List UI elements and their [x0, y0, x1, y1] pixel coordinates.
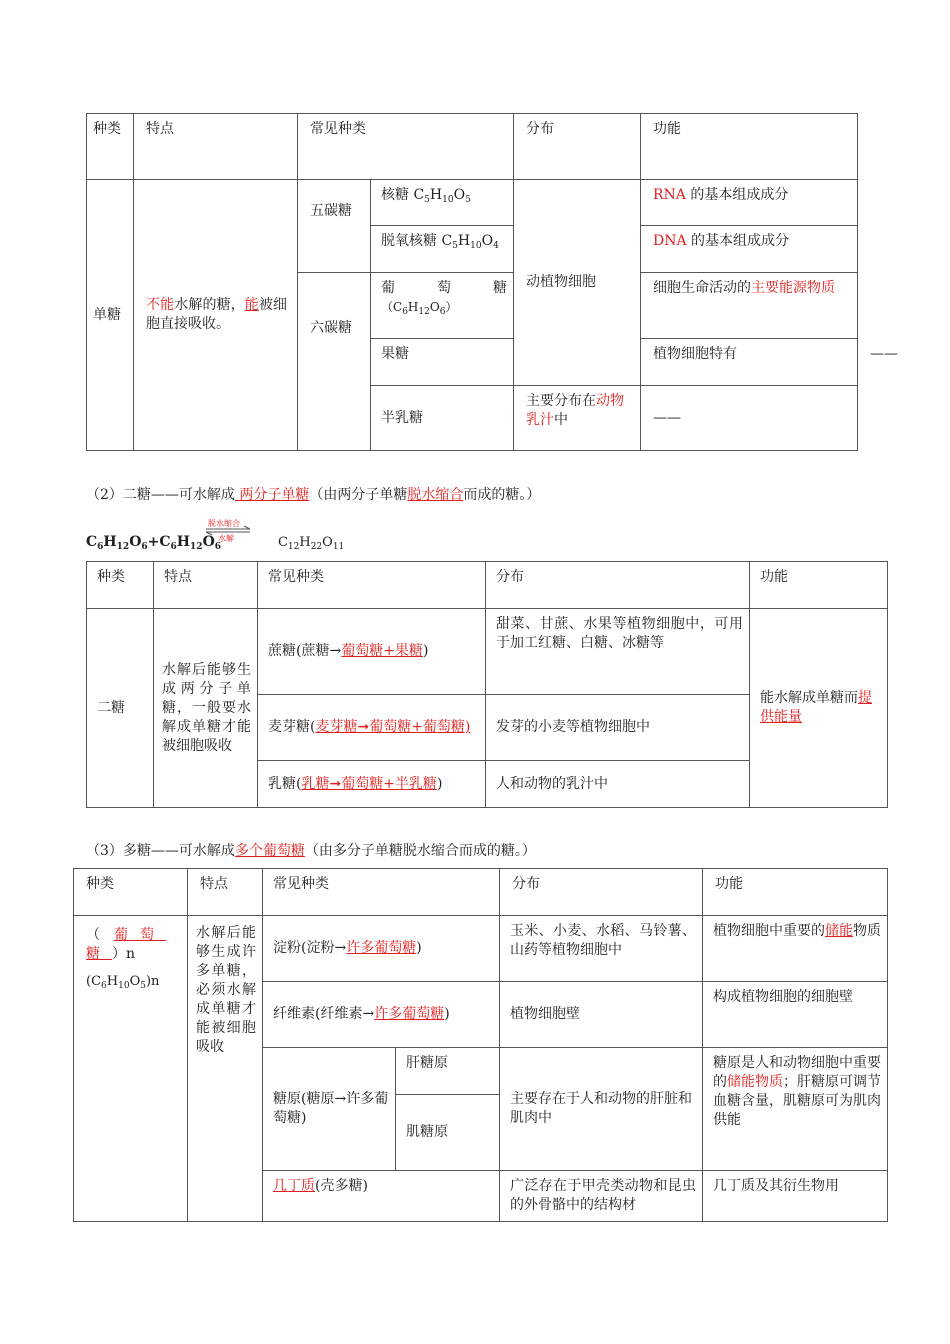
section3-prefix: （3）多糖——可水解成 [86, 843, 235, 859]
section2-mid: （由两分子单糖 [309, 487, 408, 503]
glucose-func-red: 主要能源物质 [751, 280, 835, 296]
lactose-red: 乳糖➞葡萄糖+半乳糖 [301, 775, 437, 792]
glycogen-function [703, 1048, 888, 1171]
starch-function [703, 916, 888, 982]
t3-kind-line [86, 926, 181, 964]
glycogen-func-end: ；肝糖原可调节血糖含量，肌糖原可为肌肉供能 [713, 1074, 881, 1128]
disaccharide-table [86, 561, 888, 808]
header-function: 功能 [641, 114, 858, 180]
cellulose-cell [263, 982, 500, 1048]
starch-cell [263, 916, 500, 982]
glucose-function [641, 273, 858, 339]
rna-text: 的基本组成成分 [685, 187, 789, 203]
section3-heading [86, 840, 536, 860]
cellulose-pre: 纤维素(纤维素→ [273, 1006, 375, 1022]
lactose-pre: 乳糖( [268, 775, 302, 792]
galactose-dist-text: 主要分布在 [526, 393, 596, 409]
chitin-red: 几丁质 [273, 1178, 315, 1194]
maltose-distribution: 发芽的小麦等植物细胞中 [486, 695, 750, 761]
ribose-function [641, 180, 858, 226]
dna-label: DNA [653, 233, 687, 249]
t2-header-distribution: 分布 [486, 562, 750, 609]
disaccharide-formula [86, 516, 486, 556]
glycogen-distribution: 主要存在于人和动物的肝脏和肌肉中 [500, 1048, 703, 1171]
chitin-function: 几丁质及其衍生物用 [703, 1171, 888, 1222]
glycogen-cell: 糖原(糖原→许多葡萄糖) [263, 1048, 396, 1171]
t3-kind-pre: （ [86, 927, 100, 943]
group-six-carbon: 六碳糖 [298, 273, 371, 451]
t3-header-types: 常见种类 [263, 869, 500, 916]
polysaccharide-table [73, 868, 888, 1222]
section2-prefix: （2）二糖——可水解成 [86, 487, 235, 503]
t3-feature-cell: 水解后能够生成许多单糖，必须水解成单糖才能被细胞吸收 [188, 916, 263, 1222]
muscle-glycogen-cell: 肌糖原 [396, 1095, 500, 1171]
starch-pre: 淀粉(淀粉→ [273, 940, 347, 956]
section3-blank: 多个葡萄糖 [234, 843, 305, 859]
header-distribution: 分布 [514, 114, 641, 180]
galactose-distribution [514, 386, 641, 451]
feature-text-1: 水解的糖， [174, 297, 245, 313]
fructose-cell: 果糖 [371, 339, 514, 386]
chitin-distribution: 广泛存在于甲壳类动物和昆虫的外骨骼中的结构材 [500, 1171, 703, 1222]
maltose-cell [258, 695, 486, 761]
chitin-post: (壳多糖) [315, 1178, 368, 1194]
monosaccharide-table: 种类 特点 常见种类 分布 功能 单糖 不能水解的糖，能被细胞直接吸收。 五碳糖 核糖 $C_5H_{10}O_5$ 动植物细胞 RNA 的基本组成成分 脱氧核糖 $C_5H_{10}O_4$ DNA 的基本组成成分 六碳糖 葡萄糖 $(C_6H_{12}O_6)$ 细胞生命活动的主要能源物质 果糖 植物细胞特有 —— 半乳糖 主要分布在动物乳汁中 —— [86, 113, 858, 451]
dna-text: 的基本组成成分 [686, 233, 790, 249]
galactose-function: —— [641, 386, 858, 451]
maltose-pre: 麦芽糖( [268, 719, 316, 735]
header-types: 常见种类 [298, 114, 514, 180]
t2-function-cell [750, 609, 888, 808]
t2-header-feature: 特点 [154, 562, 258, 609]
sucrose-cell [258, 609, 486, 695]
galactose-dist-end: 中 [554, 412, 568, 428]
glycogen-func-red: 储能物质 [727, 1074, 783, 1090]
section2-link: 脱水缩合 [407, 487, 464, 503]
cellulose-post: ) [444, 1006, 450, 1022]
cellulose-red: 许多葡萄糖 [374, 1006, 445, 1022]
t3-header-feature: 特点 [188, 869, 263, 916]
arrow-label-bottom: 水解 [218, 534, 234, 543]
sucrose-pre: 蔗糖(蔗糖→ [268, 643, 342, 659]
formula-line: $C_6H_{12}O_6+C_6H_{12}O_6$ $C_{12}H_{22}O_{11}$ [86, 534, 345, 552]
t2-kind-cell: 二糖 [87, 609, 154, 808]
header-kind: 种类 [87, 114, 134, 180]
lactose-distribution: 人和动物的乳汁中 [486, 761, 750, 808]
galactose-dist-red: 动物乳汁 [526, 393, 624, 428]
rna-label: RNA [653, 187, 686, 203]
sucrose-post: ) [422, 643, 429, 659]
t3-header-distribution: 分布 [500, 869, 703, 916]
t3-header-function: 功能 [703, 869, 888, 916]
lactose-cell [258, 761, 486, 808]
fructose-distribution: 植物细胞特有 [641, 339, 858, 386]
feature-text-2: 被细胞直接吸收。 [146, 297, 288, 332]
header-feature: 特点 [134, 114, 298, 180]
galactose-cell: 半乳糖 [371, 386, 514, 451]
kind-cell: 单糖 [87, 180, 134, 451]
chitin-cell [263, 1171, 500, 1222]
cellulose-distribution: 植物细胞壁 [500, 982, 703, 1048]
t2-header-function: 功能 [750, 562, 888, 609]
deoxyribose-cell: 脱氧核糖 $C_5H_{10}O_4$ [371, 226, 514, 273]
starch-func-text: 植物细胞中重要的 [713, 923, 825, 939]
section2-blank: 两分子单糖 [234, 487, 310, 503]
feature-red-1: 不能 [146, 297, 175, 313]
section3-end: （由多分子单糖脱水缩合而成的糖。） [304, 843, 536, 859]
section2-heading [86, 484, 540, 504]
group-five-carbon: 五碳糖 [298, 180, 371, 273]
t3-kind-red: 葡萄糖 [86, 927, 166, 962]
lactose-post: ) [436, 775, 443, 792]
t3-header-kind: 种类 [74, 869, 188, 916]
dist-animal-plant: 动植物细胞 [514, 180, 641, 386]
sucrose-distribution: 甜菜、甘蔗、水果等植物细胞中，可用于加工红糖、白糖、冰糖等 [486, 609, 750, 695]
liver-glycogen-cell: 肝糖原 [396, 1048, 500, 1095]
t2-header-kind: 种类 [87, 562, 154, 609]
glycogen-func-text: 糖原是人和动物细胞中重要的 [713, 1055, 881, 1090]
section2-end: 而成的糖。） [463, 487, 541, 503]
arrow-label-top: 脱水缩合 [208, 519, 240, 528]
glucose-cell: 葡萄糖 $(C_6H_{12}O_6)$ [371, 273, 514, 339]
starch-red: 许多葡萄糖 [346, 940, 417, 956]
t3-kind-formula: $(C_6H_{10}O_5)n$ [86, 974, 160, 991]
reaction-arrow [204, 516, 254, 546]
glucose-name: 葡萄糖 [381, 280, 507, 296]
feature-red-2: 能 [244, 297, 259, 313]
maltose-red: 麦芽糖➞葡萄糖+葡萄糖) [315, 719, 471, 735]
t3-kind-post: ）n [112, 946, 136, 962]
starch-func-red: 储能 [825, 923, 853, 939]
t3-kind-cell [74, 916, 188, 1222]
feature-cell [134, 180, 298, 451]
cellulose-function: 构成植物细胞的细胞壁 [703, 982, 888, 1048]
starch-post: ) [416, 940, 422, 956]
starch-func-end: 物质 [853, 923, 881, 939]
t2-func-text: 能水解成单糖而 [760, 690, 858, 706]
glucose-func-text: 细胞生命活动的 [653, 280, 751, 296]
sucrose-red: 葡萄糖+果糖 [341, 643, 423, 659]
deoxyribose-function [641, 226, 858, 273]
t2-func-red: 提供能量 [760, 690, 872, 725]
starch-distribution: 玉米、小麦、水稻、马铃薯、山药等植物细胞中 [500, 916, 703, 982]
t2-feature-cell: 水解后能够生成两分子单糖，一般要水解成单糖才能被细胞吸收 [154, 609, 258, 808]
t2-header-types: 常见种类 [258, 562, 486, 609]
ribose-cell: 核糖 $C_5H_{10}O_5$ [371, 180, 514, 226]
